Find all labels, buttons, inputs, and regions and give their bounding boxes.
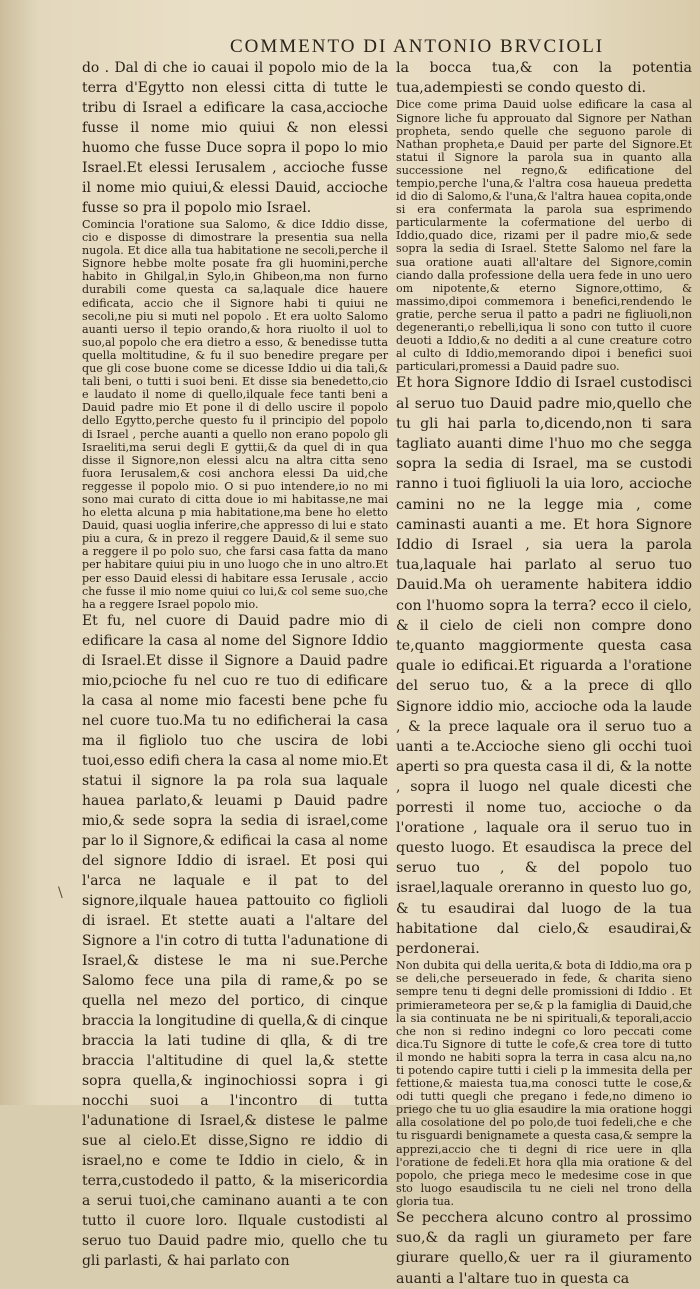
scripture-paragraph: la bocca tua,& con la potentia tua,adempiesti se condo questo di. xyxy=(396,60,692,97)
margin-mark: \ xyxy=(58,885,63,901)
commentary-paragraph: Comincia l'oratione sua Salomo, & dice Iddio disse, cio e disposse di dimostrare la presentia sua nella nugola. Et dice alla tua habitatione ne secoli,perche il Signore hebbe molte posate fra gli huomini,perche habito in Ghilgal,in Sylo,in Ghibeon,ma non furno durabili come questa ca sa,laquale dice hauere edificata, accio che il Signore habi ti quiui ne secoli,ne piu si muti nel popolo . Et era uolto Salomo auanti uerso il tepio orando,& hora riuolto il uol to suo,al popolo che era dietro a esso, & benedisse tutta quella moltitudine, & fu il suo benedire pregare per que gli cose buone come se dicesse Iddio ui dia tali,& tali beni, o tutti i suoi beni. Et disse sia benedetto,cio e laudato il nome di quello,ilquale fece tanti beni a Dauid padre mio Et pone il di dello uscire il popolo dello Egytto,perche questo fu il principio del popolo di Israel , perche auanti a quello non erano popolo gli Israeliti,ma serui degli E gyttii,& da quel di in qua disse il Signore,non elessi alcu na altra citta seno fuora Ierusalem,& cosi anchora elessi Da uid,che reggesse il popolo mio. O si puo intendere,io no mi sono mai curato di citta doue io mi habitasse,ne mai ho eletta alcuna p mia habitatione,ma bene ho eletto Dauid, quasi uoglia inferire,che appresso di lui e stato piu a cura, & in prezo il reggere Dauid,& il seme suo a reggere il po polo suo, che farsi casa fatta da mano per habitare quiui piu in uno luogo che in uno altro.Et per esso Dauid elessi di habitare essa Ierusale , accio che fusse il mio nome quiui co lui,& col seme suo,che ha a reggere Israel popolo mio. xyxy=(82,218,388,611)
scripture-paragraph: Se pecchera alcuno contro al prossimo suo,& da ragli un giurameto per fare giurare quello,& uer ra il giuramento auanti a l'altare tuo in questa ca xyxy=(396,1210,692,1287)
scripture-paragraph: Et hora Signore Iddio di Israel custodisci al seruo tuo Dauid padre mio,quello che tu gli hai parla to,dicendo,non ti sara tagliato auanti dime l'huo mo che segga sopra la sedia di Israel, ma se custodi ranno i tuoi figliuoli la uia loro, accioche camini no ne la legge mia , come caminasti auanti a me. Et hora Signore Iddio di Israel , sia uera la parola tua,laquale hai parlato al seruo tuo Dauid.Ma oh ueramente habitera iddio con l'huomo sopra la terra? ecco il cielo, & il cielo de cieli non compre dono te,quanto maggiormente questa casa quale io edificai.Et riguarda a l'oratione del seruo tuo, & a la prece di qllo Signore iddio mio, accioche oda la laude , & la prece laquale ora il seruo tuo a uanti a te.Accioche sieno gli occhi tuoi aperti so pra questa casa il di, & la notte , sopra il luogo nel quale dicesti che porresti il nome tuo, accioche o da l'oratione , laquale ora il seruo tuo in questo luogo. Et esaudisca la prece del seruo tuo , & del popolo tuo israel,laquale oreranno in questo luo go, & tu esaudirai dal luogo de la tua habitatione dal cielo,& esaudirai,& perdonerai. xyxy=(396,375,692,958)
left-column xyxy=(82,58,388,1269)
running-header: COMMENTO DI ANTONIO BRVCIOLI xyxy=(230,36,605,57)
scripture-paragraph: Et fu, nel cuore di Dauid padre mio di edificare la casa al nome del Signore Iddio di Israel.Et disse il Signore a Dauid padre mio,pcioche fu nel cuo re tuo di edificare la casa al nome mio facesti bene pche fu nel cuore tuo.Ma tu no edificherai la casa ma il figliolo tuo che uscira de lobi tuoi,esso edifi chera la casa al nome mio.Et statui il signore la pa rola sua laquale hauea parlato,& leuami p Dauid padre mio,& sede sopra la sedia di israel,come par lo il Signore,& edificai la casa al nome del signore Iddio di israel. Et posi qui l'arca ne laquale e il pat to del signore,ilquale hauea pattouito co figlioli di israel. Et stette auati a l'altare del Signore a l'in cotro di tutta l'adunatione di Israel,& distese le ma ni sue.Perche Salomo fece una pila di rame,& po se quella nel mezo del portico, di cinque braccia la longitudine di quella,& di cinque braccia la lati tudine di qlla, & di tre braccia l'altitudine di quel la,& stette sopra quella,& inginochiossi sopra i gi nocchi suoi a l'incontro di tutta l'adunatione di Israel,& distese le palme sue al cielo.Et disse,Signo re iddio di israel,no e come te Iddio in cielo, & in terra,custodedo il patto, & la misericordia a serui tuoi,che caminano auanti a te con tutto il cuore loro. Ilquale custodisti al seruo tuo Dauid padre mio, quello che tu gli parlasti, & hai parlato con xyxy=(82,612,388,1269)
commentary-paragraph: Dice come prima Dauid uolse edificare la casa al Signore liche fu approuato dal Signore per Nathan propheta, sendo quelle che seguono parole di Nathan propheta,e Dauid per parte del Signore.Et statui il Signore la parola sua in quanto alla successione nel regno,& edificatione del tempio,perche l'una,& l'altra cosa haueua predetta id dio di Salomo,& l'una,& l'altra hauea copita,onde si era confermata la parola sua esprimendo particularmente la cofermatione del uerbo di Iddio,quado dice, rizami per il padre mio,& sede sopra la sedia di Israel. Stette Salomo nel fare la sua oratione auati all'altare del Signore,comin ciando dalla professione della uera fede in uno uero om nipotente,& eterno Signore,ottimo, & massimo,dipoi commemora i benefici,rendendo le gratie, perche serua il patto a padri ne figliuoli,non degeneranti,o rebelli,iqua li sono con tutto il cuore deuoti a Iddio,& no dediti a al cune creature cotro al culto di Iddio,memorando dipoi i benefici suoi particulari,promessi a Dauid padre suo. xyxy=(396,98,692,374)
scripture-paragraph: do . Dal di che io cauai il popolo mio de la terra d'Egytto non elessi citta di tutte le tribu di Israel a edificare la casa,accioche fusse il nome mio quiui & non elessi huomo che fusse Duce sopra il popo lo mio Israel.Et elessi Ierusalem , accioche fusse il nome mio quiui,& elessi Dauid, accioche fusse so pra il popolo mio Israel. xyxy=(82,60,388,216)
right-column xyxy=(396,58,692,1287)
commentary-paragraph: Non dubita qui della uerita,& bota di Iddio,ma ora p se deli,che perseuerado in fede, & charita sieno sempre tenu ti degni delle promissioni di Iddio . Et primierameteora per se,& p la famiglia di Dauid,che la sia continuata ne be ni spirituali,& teporali,accio che non si redino indegni co loro peccati come dica.Tu Signore di tutte le cofe,& crea tore di tutto il mondo ne habiti sopra la terra in casa alcu na,no ti potendo capire tutti i cieli p la immesita della per fettione,& maiesta tua,ma conosci tutte le cose,& odi tutti quegli che pregano i fede,no dimeno io priego che tu uo glia esaudire la mia oratione hoggi alla cosolatione del po polo,de tuoi fedeli,che e che tu risguardi benignamete a questa casa,& sempre la apprezi,accio che ti degni di rice uere in qlla l'oratione de fedeli.Et hora qlla mia oratione & del popolo, che priega meco le medesime cose in que sto luogo esaudiscila tu ne cieli nel trono della gloria tua. xyxy=(396,959,692,1208)
